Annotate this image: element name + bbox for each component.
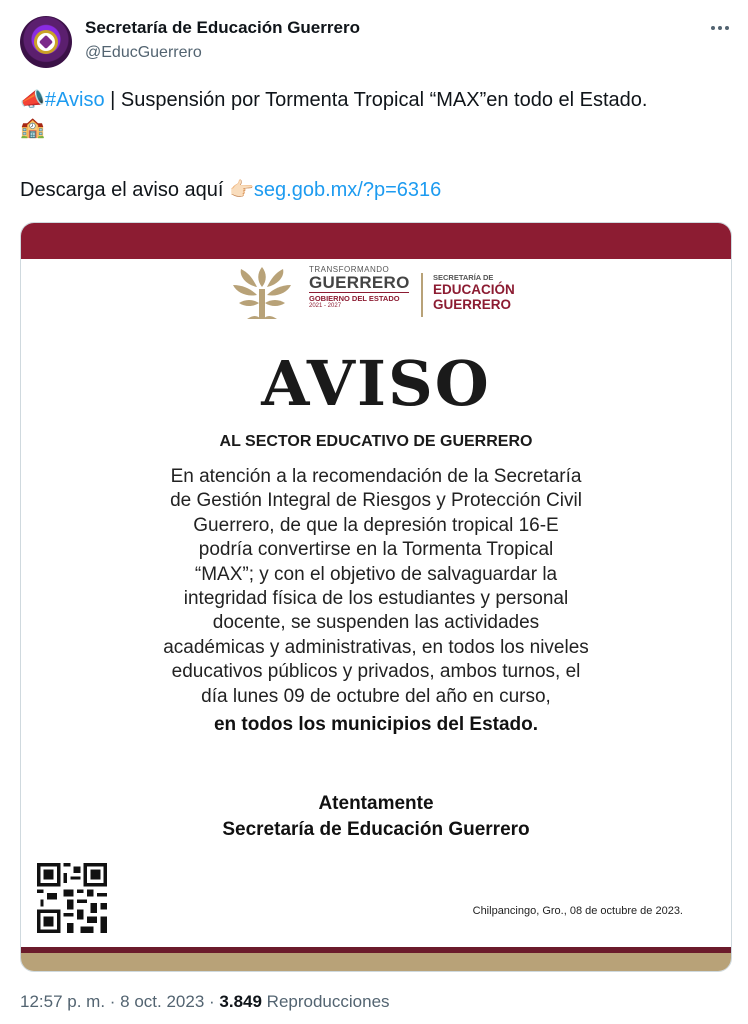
signature-name: Secretaría de Educación Guerrero [222, 819, 530, 840]
download-line [20, 176, 441, 204]
download-link[interactable]: seg.gob.mx/?p=6316 [253, 179, 442, 201]
school-emoji: 🏫 [20, 117, 45, 139]
card-gold-bar [21, 953, 731, 971]
views-label: Reproducciones [261, 992, 390, 1011]
media-image-card[interactable] [20, 222, 732, 972]
government-logos [227, 259, 527, 327]
place-date: Chilpancingo, Gro., 08 de octubre de 2023. [472, 905, 683, 917]
aviso-title: AVISO [261, 347, 491, 420]
tweet-date[interactable]: 8 oct. 2023 [120, 992, 205, 1011]
tweet-header [20, 14, 736, 70]
signature-closing: Atentamente [318, 793, 434, 814]
tweet-headline: | Suspensión por Tormenta Tropical “MAX”en todo el Estado. [104, 89, 648, 111]
seg-logo-icon [34, 30, 58, 54]
download-text: Descarga el aviso aquí [20, 179, 230, 201]
aviso-subtitle: AL SECTOR EDUCATIVO DE GUERRERO [219, 433, 533, 450]
tweet-meta: 12:57 p. m. · 8 oct. 2023 · 3.849 Reproducciones [20, 992, 390, 1011]
guerrero-logo-text: TRANSFORMANDO GUERRERO GOBIERNO DEL ESTADO 2021 - 2027 [309, 265, 410, 309]
tweet-text [20, 86, 736, 142]
qr-code-icon [37, 863, 107, 933]
seg-logo-text: SECRETARÍA DE EDUCACIÓN GUERRERO [433, 273, 515, 312]
card-top-bar [21, 223, 731, 259]
pointing-hand-emoji: 👉🏻 [229, 179, 254, 201]
aviso-body: En atención a la recomendación de la Secretaría de Gestión Integral de Riesgos y Protección Civil Guerrero, de que la depresión tropical 16-E podría convertirse en la Tormenta Tropical “MAX”; y con el objetivo de salvaguardar la integridad física de los estudiantes y personal docente, se suspenden las actividades académicas y administrativas, en todos los niveles educativos públicos y privados, ambos turnos, el día lunes 09 de octubre del año en curso, [163, 466, 589, 707]
tweet-time[interactable]: 12:57 p. m. [20, 992, 106, 1011]
aviso-bold-line: en todos los municipios del Estado. [213, 714, 539, 735]
more-options-button[interactable] [706, 16, 734, 40]
avatar[interactable] [20, 16, 72, 68]
tree-logo-icon [227, 259, 297, 325]
display-name[interactable]: Secretaría de Educación Guerrero [85, 18, 360, 37]
more-dots-icon [711, 26, 715, 30]
user-handle[interactable]: @EducGuerrero [85, 44, 202, 61]
megaphone-emoji: 📣 [20, 89, 45, 111]
views-count: 3.849 [219, 992, 262, 1011]
logo-divider [421, 273, 423, 317]
hashtag-link[interactable]: #Aviso [44, 89, 105, 111]
